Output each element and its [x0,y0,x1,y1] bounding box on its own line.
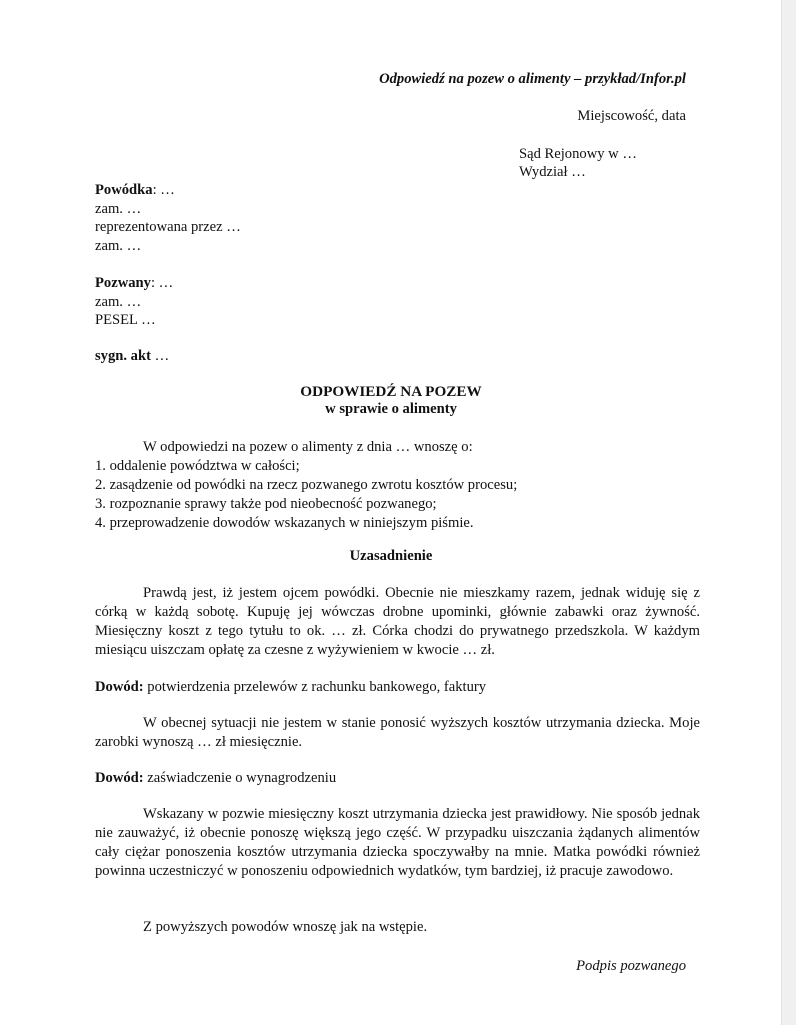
plaintiff-label: Powódka [95,182,153,198]
justification-paragraph-1: Prawdą jest, iż jestem ojcem powódki. Obecnie nie mieszkamy razem, jednak widuję się z córką w każdą sobotę. Kupuję jej wówczas drobne upominki, głównie zabawki oraz żywność. Miesięczny koszt z tego tytułu to ok. … zł. Córka chodzi do prywatnego przedszkola. W każdym miesiącu uiszczam opłatę za czesne z wyżywieniem w kwocie … zł. [95,585,700,658]
request-item: 1. oddalenie powództwa w całości; [95,458,300,474]
justification-heading: Uzasadnienie [349,548,433,564]
document-subtitle: w sprawie o alimenty [325,401,457,417]
case-ref-label: sygn. akt [95,348,151,364]
defendant-pesel: PESEL … [95,312,156,328]
representative-address: zam. … [95,237,142,254]
plaintiff-address: zam. … [95,200,142,217]
case-reference [95,347,169,366]
defendant-value: : … [150,275,174,291]
requests-section [95,438,700,533]
evidence-2 [95,769,336,788]
court-address [519,146,637,181]
plaintiff-representative: reprezentowana przez … [95,219,241,235]
request-item: 4. przeprowadzenie dowodów wskazanych w niniejszym piśmie. [95,515,474,531]
requests-list [95,457,700,533]
court-division: Wydział … [519,163,586,180]
plaintiff-value: : … [152,182,175,198]
evidence-label: Dowód: [95,679,144,695]
justification-paragraph-2: W obecnej sytuacji nie jestem w stanie ponosić wyższych kosztów utrzymania dziecka. Moje zarobki wynoszą … zł miesięcznie. [95,715,700,750]
evidence-1 [95,678,486,697]
request-item: 2. zasądzenie od powódki na rzecz pozwanego zwrotu kosztów procesu; [95,477,518,493]
window-edge-strip [781,0,796,1025]
evidence-label: Dowód: [95,770,144,786]
defendant-line [95,274,173,293]
evidence-text: potwierdzenia przelewów z rachunku bankowego, faktury [143,679,487,695]
requests-intro: W odpowiedzi na pozew o alimenty z dnia … wnoszę o: [143,439,473,455]
document-title: ODPOWIEDŹ NA POZEW [300,383,482,400]
plaintiff-line [95,181,241,200]
closing-statement: Z powyższych powodów wnoszę jak na wstępie. [143,919,428,935]
document-header-title: Odpowiedź na pozew o alimenty – przykład/Infor.pl [379,71,686,87]
case-ref-value: … [150,348,170,364]
defendant-address: zam. … [95,293,142,310]
evidence-text: zaświadczenie o wynagrodzeniu [143,770,337,786]
defendant-label: Pozwany [95,275,151,291]
place-and-date: Miejscowość, data [577,108,686,124]
defendant-block [95,274,173,330]
court-name: Sąd Rejonowy w … [519,146,637,162]
signature-line: Podpis pozwanego [576,958,686,974]
plaintiff-block [95,181,241,255]
justification-paragraph-3: Wskazany w pozwie miesięczny koszt utrzymania dziecka jest prawidłowy. Nie sposób jednak nie zauważyć, iż obecnie ponoszę większą jego część. W przypadku uiszczania żądanych alimentów cały ciężar ponoszenia kosztów utrzymania dziecka spoczywałby na mnie. Matka powódki również powinna uczestniczyć w ponoszeniu odpowiednich wydatków, tym bardziej, iż pracuje zawodowo. [95,806,700,879]
request-item: 3. rozpoznanie sprawy także pod nieobecność pozwanego; [95,496,437,512]
